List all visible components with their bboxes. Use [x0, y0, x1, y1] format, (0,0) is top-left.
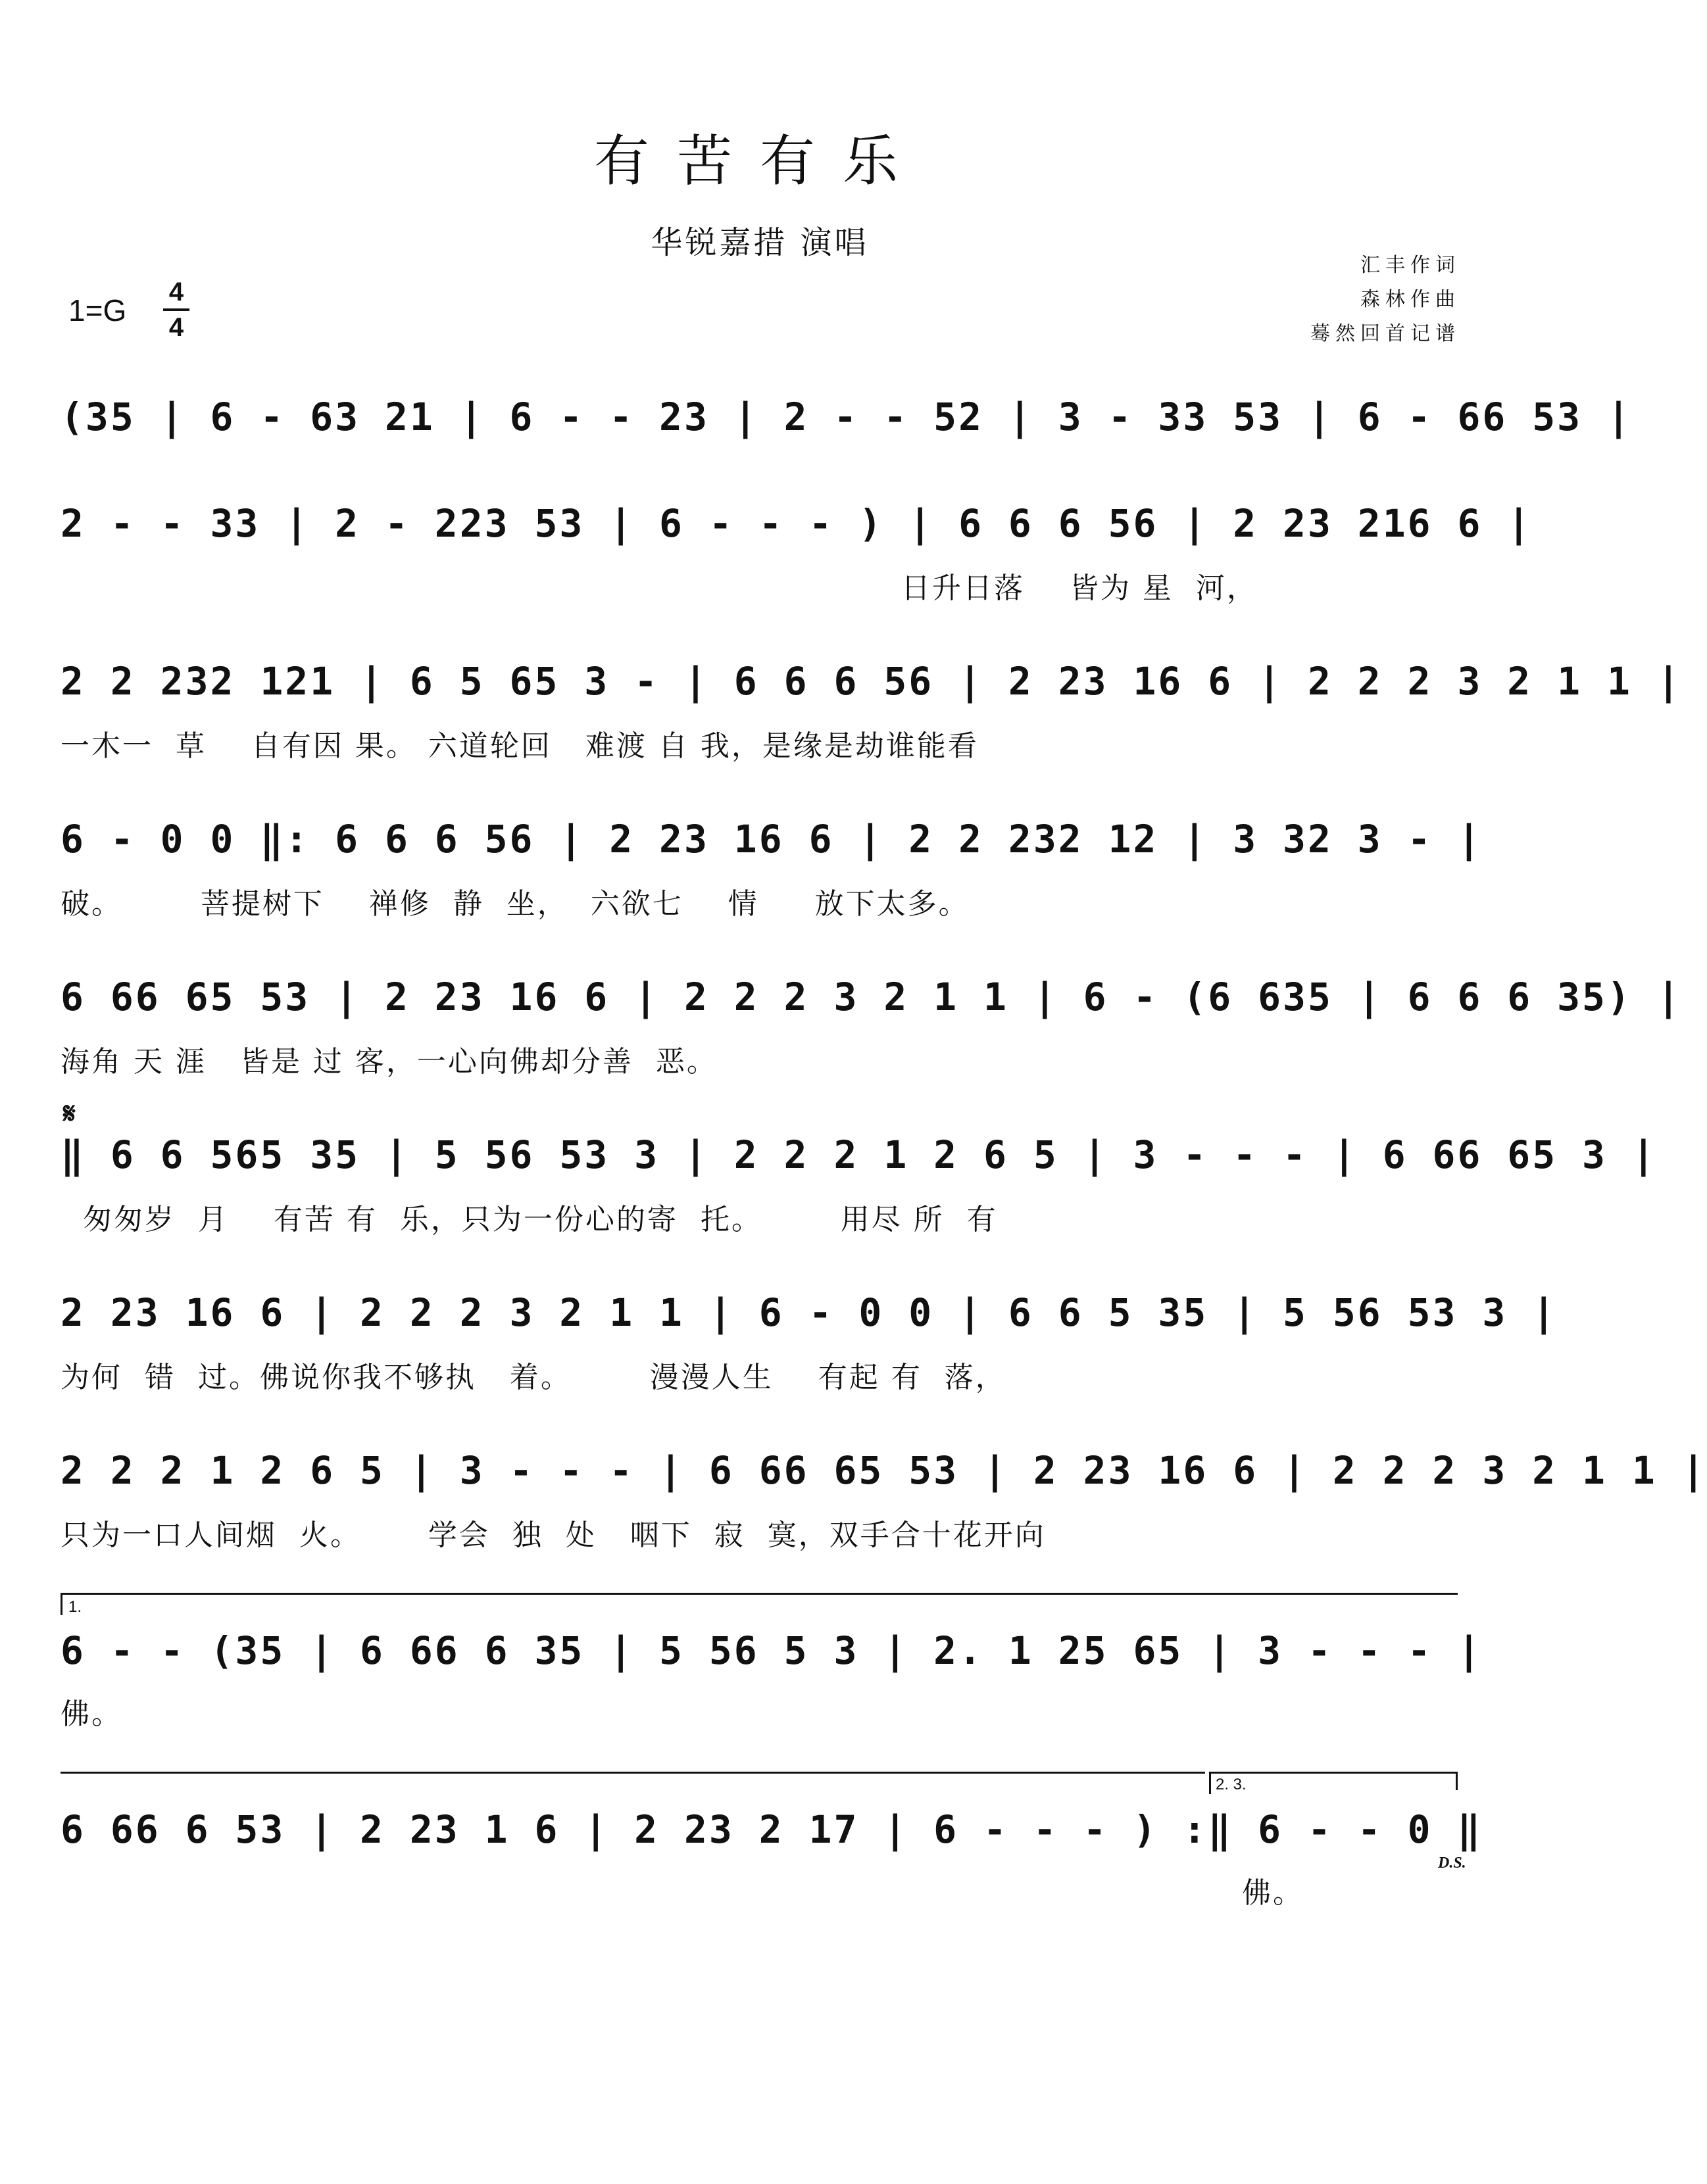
score-row-6-notes: ‖ 6 6 565 35 | 5 56 53 3 | 2 2 2 1 2 6 5 | 3 - - - | 6 66 65 3 |	[61, 1132, 1657, 1177]
composer-credit: 森林作曲	[1360, 288, 1460, 311]
song-title: 有苦有乐	[593, 129, 926, 193]
time-signature-top: 4	[168, 278, 184, 306]
score-row-9-lyrics: 佛。	[61, 1697, 122, 1731]
score-row-2-lyrics: 日升日落 皆为 星 河，	[901, 571, 1258, 605]
score-row-1-notes: (35 | 6 - 63 21 | 6 - - 23 | 2 - - 52 | 3 - 33 53 | 6 - 66 53 |	[61, 395, 1632, 439]
time-signature-bottom: 4	[168, 313, 184, 342]
singer-credit: 华锐嘉措 演唱	[651, 224, 869, 261]
dal-segno-mark: D.S.	[1438, 1855, 1466, 1872]
time-signature-divider	[163, 308, 189, 311]
score-row-3-notes: 2 2 232 121 | 6 5 65 3 - | 6 6 6 56 | 2 23 16 6 | 2 2 2 3 2 1 1 |	[61, 659, 1682, 704]
score-row-5-notes: 6 66 65 53 | 2 23 16 6 | 2 2 2 3 2 1 1 | 6 - (6 635 | 6 6 6 35) |	[61, 975, 1682, 1019]
score-row-4-notes: 6 - 0 0 ‖: 6 6 6 56 | 2 23 16 6 | 2 2 232 12 | 3 32 3 - |	[61, 817, 1483, 861]
second-ending-bracket-end-tick	[1456, 1772, 1458, 1790]
first-ending-label: 1.	[68, 1598, 82, 1616]
key-signature: 1=G	[68, 293, 127, 328]
second-ending-lyrics: 佛。	[1242, 1876, 1304, 1910]
time-signature	[163, 276, 189, 343]
lyricist-credit: 汇丰作词	[1360, 254, 1460, 277]
first-ending-bracket	[61, 1593, 1458, 1595]
score-row-2-notes: 2 - - 33 | 2 - 223 53 | 6 - - - ) | 6 6 6 56 | 2 23 216 6 |	[61, 501, 1533, 546]
second-ending-bracket	[1209, 1772, 1458, 1774]
second-ending-label: 2. 3.	[1216, 1776, 1247, 1793]
first-ending-bracket-continued	[61, 1772, 1205, 1774]
segno-sign: 𝄋	[63, 1097, 76, 1130]
score-row-9-notes: 6 - - (35 | 6 66 6 35 | 5 56 5 3 | 2. 1 25 65 | 3 - - - |	[61, 1628, 1483, 1673]
score-row-7-notes: 2 23 16 6 | 2 2 2 3 2 1 1 | 6 - 0 0 | 6 6 5 35 | 5 56 53 3 |	[61, 1290, 1558, 1335]
score-row-8-lyrics: 只为一口人间烟 火。 学会 独 处 咽下 寂 寞，双手合十花开向	[61, 1518, 1046, 1552]
score-row-10-notes: 6 66 6 53 | 2 23 1 6 | 2 23 2 17 | 6 - - - ) :‖ 6 - - 0 ‖	[61, 1807, 1483, 1852]
score-row-4-lyrics: 破。 菩提树下 禅修 静 坐， 六欲七 情 放下太多。	[61, 887, 970, 921]
score-row-5-lyrics: 海角 天 涯 皆是 过 客，一心向佛却分善 恶。	[61, 1045, 718, 1079]
score-row-3-lyrics: 一木一 草 自有因 果。 六道轮回 难渡 自 我，是缘是劫谁能看	[61, 729, 979, 763]
score-row-6-lyrics: 匆匆岁 月 有苦 有 乐，只为一份心的寄 托。 用尽 所 有	[61, 1203, 998, 1236]
score-row-7-lyrics: 为何 错 过。佛说你我不够执 着。 漫漫人生 有起 有 落，	[61, 1361, 1006, 1394]
score-row-8-notes: 2 2 2 1 2 6 5 | 3 - - - | 6 66 65 53 | 2 23 16 6 | 2 2 2 3 2 1 1 |	[61, 1448, 1707, 1493]
second-ending-bracket-tick	[1209, 1772, 1211, 1794]
first-ending-bracket-tick	[61, 1593, 62, 1615]
transcriber-credit: 蓦然回首记谱	[1310, 322, 1460, 345]
